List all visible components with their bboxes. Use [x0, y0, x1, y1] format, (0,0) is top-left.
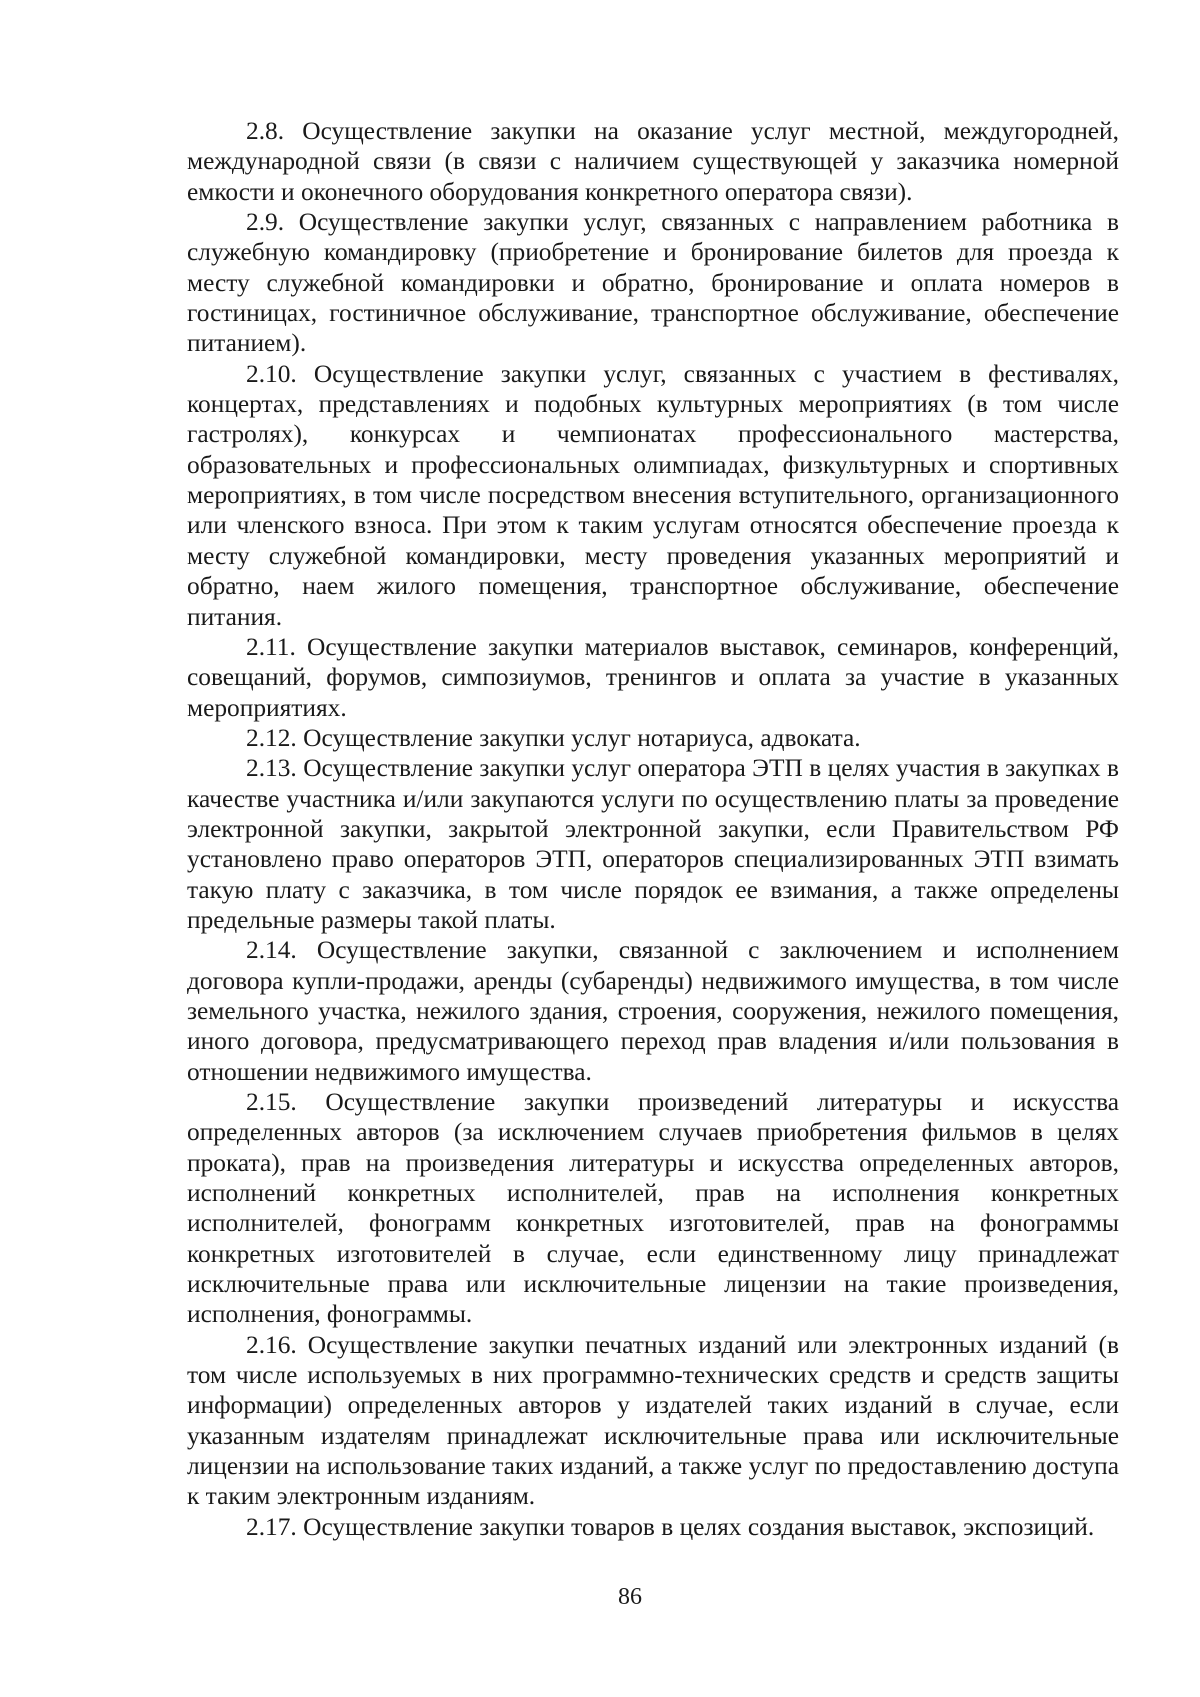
paragraph-2-16: 2.16. Осуществление закупки печатных изданий или электронных изданий (в том числе используемых в них программно-технических средств и средств защиты информации) определенных авторов у издателей таких изданий в случае, если указанным издателям принадлежат исключительные права или исключительные лицензии на использование таких изданий, а также услуг по предоставлению доступа к таким электронным изданиям. — [187, 1330, 1119, 1511]
paragraph-2-13: 2.13. Осуществление закупки услуг оператора ЭТП в целях участия в закупках в качестве участника и/или закупаются услуги по осуществлению платы за проведение электронной закупки, закрытой электронной закупки, если Правительством РФ установлено право операторов ЭТП, операторов специализированных ЭТП взимать такую плату с заказчика, в том числе порядок ее взимания, а также определены предельные размеры такой платы. — [187, 754, 1119, 934]
paragraph-2-12: 2.12. Осуществление закупки услуг нотариуса, адвоката. — [246, 723, 861, 752]
paragraph-2-17: 2.17. Осуществление закупки товаров в целях создания выставок, экспозиций. — [246, 1512, 1095, 1541]
paragraph-2-14: 2.14. Осуществление закупки, связанной с заключением и исполнением договора купли-продажи, аренды (субаренды) недвижимого имущества, в том числе земельного участка, нежилого здания, строения, сооружения, нежилого помещения, иного договора, предусматривающего переход прав владения и/или пользования в отношении недвижимого имущества. — [187, 936, 1119, 1086]
page-number: 86 — [618, 1584, 642, 1610]
paragraph-2-11: 2.11. Осуществление закупки материалов выставок, семинаров, конференций, совещаний, форумов, симпозиумов, тренингов и оплата за участие в указанных мероприятиях. — [187, 632, 1119, 722]
paragraph-2-10: 2.10. Осуществление закупки услуг, связанных с участием в фестивалях, концертах, представлениях и подобных культурных мероприятиях (в том числе гастролях), конкурсах и чемпионатах профессионального мастерства, образовательных и профессиональных олимпиадах, физкультурных и спортивных мероприятиях, в том числе посредством внесения вступительного, организационного или членского взноса. При этом к таким услугам относятся обеспечение проезда к месту служебной командировки, месту проведения указанных мероприятий и обратно, наем жилого помещения, транспортное обслуживание, обеспечение питания. — [187, 359, 1119, 631]
document-body — [187, 116, 1119, 1542]
paragraph-2-9: 2.9. Осуществление закупки услуг, связанных с направлением работника в служебную командировку (приобретение и бронирование билетов для проезда к месту служебной командировки и обратно, бронирование и оплата номеров в гостиницах, гостиничное обслуживание, транспортное обслуживание, обеспечение питанием). — [187, 208, 1119, 358]
paragraph-2-15: 2.15. Осуществление закупки произведений литературы и искусства определенных авторов (за исключением случаев приобретения фильмов в целях проката), прав на произведения литературы и искусства определенных авторов, исполнений конкретных исполнителей, прав на исполнения конкретных исполнителей, фонограмм конкретных изготовителей, прав на фонограммы конкретных изготовителей в случае, если единственному лицу принадлежат исключительные права или исключительные лицензии на такие произведения, исполнения, фонограммы. — [187, 1088, 1119, 1329]
paragraph-2-8: 2.8. Осуществление закупки на оказание услуг местной, междугородней, международной связи (в связи с наличием существующей у заказчика номерной емкости и оконечного оборудования конкретного оператора связи). — [187, 117, 1119, 206]
